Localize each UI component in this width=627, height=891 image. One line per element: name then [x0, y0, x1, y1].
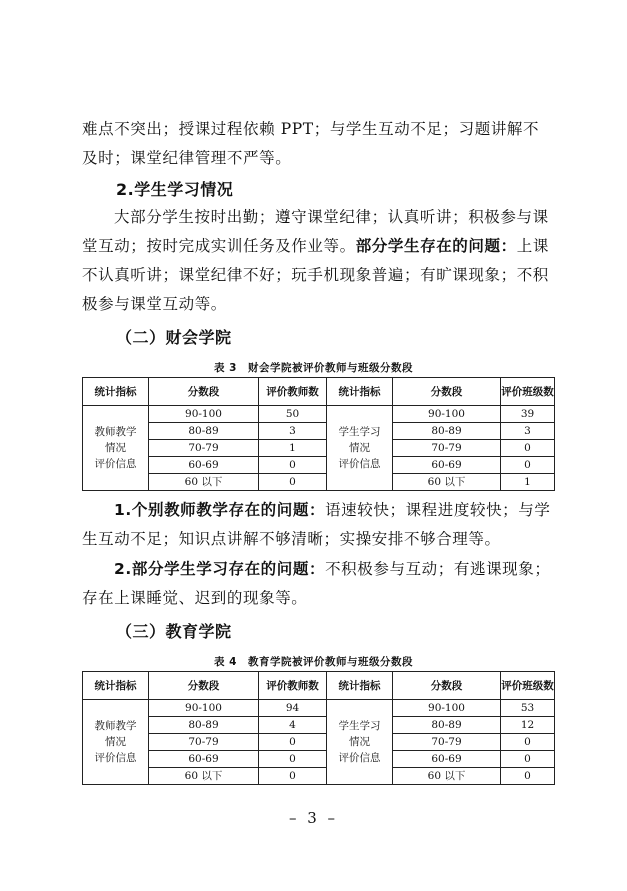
table-header-cell: 统计指标	[83, 672, 149, 700]
student-paragraph	[82, 203, 554, 319]
table-header-cell: 分数段	[149, 672, 259, 700]
teacher-count-cell: 4	[259, 717, 327, 734]
table-3-caption: 表 3 财会学院被评价教师与班级分数段	[214, 362, 413, 374]
table-header-cell: 统计指标	[83, 378, 149, 406]
student-normal-text: 大部分学生按时出勤；遵守课堂纪律；认真听讲；积极参与课堂互动；按时完成实训任务及作业等。	[82, 208, 549, 255]
table-header-cell: 评价教师数	[259, 672, 327, 700]
teacher-count-cell: 0	[259, 457, 327, 474]
table-row	[83, 474, 555, 491]
score-range-cell: 90-100	[149, 700, 259, 717]
student-issue-text: 上课不认真听讲；课堂纪律不好；玩手机现象普遍；有旷课现象；不积极参与课堂互动等。	[82, 237, 549, 313]
student-issue-label: 部分学生存在的问题：	[355, 237, 517, 255]
intro-paragraph	[82, 115, 554, 173]
table-header-cell: 分数段	[393, 672, 501, 700]
table-row	[83, 751, 555, 768]
student-indicator-label: 学生学习 情况 评价信息	[327, 406, 393, 491]
table-row	[83, 457, 555, 474]
teacher-count-cell: 0	[259, 734, 327, 751]
score-range-cell: 80-89	[149, 423, 259, 440]
section-2-heading: （二）财会学院	[116, 328, 232, 347]
table-row	[83, 406, 555, 423]
class-count-cell: 12	[501, 717, 555, 734]
score-range-cell: 80-89	[393, 717, 501, 734]
intro-line-1: 难点不突出；授课过程依赖 PPT；与学生互动不足；习题讲解不	[82, 120, 540, 138]
score-range-cell: 60 以下	[393, 768, 501, 785]
teacher-count-cell: 0	[259, 751, 327, 768]
class-count-cell: 0	[501, 440, 555, 457]
class-count-cell: 0	[501, 768, 555, 785]
score-range-cell: 90-100	[393, 700, 501, 717]
class-count-cell: 39	[501, 406, 555, 423]
student-section-heading: 2.学生学习情况	[116, 180, 234, 199]
table-4-caption: 表 4 教育学院被评价教师与班级分数段	[214, 656, 413, 668]
score-range-cell: 70-79	[393, 440, 501, 457]
score-range-cell: 60-69	[393, 457, 501, 474]
page-number: – 3 –	[288, 809, 339, 827]
table-3-header-row	[83, 378, 555, 406]
score-range-cell: 80-89	[149, 717, 259, 734]
teacher-issue-text: 语速较快；课程进度较快；与学生互动不足；知识点讲解不够清晰；实操安排不够合理等。	[82, 501, 551, 548]
student-issue-text: 不积极参与互动；有逃课现象；存在上课睡觉、迟到的现象等。	[82, 560, 551, 607]
table-header-cell: 分数段	[149, 378, 259, 406]
class-count-cell: 0	[501, 751, 555, 768]
table-header-cell: 统计指标	[327, 378, 393, 406]
class-count-cell: 0	[501, 457, 555, 474]
score-range-cell: 60 以下	[149, 768, 259, 785]
table-4-header-row	[83, 672, 555, 700]
class-count-cell: 3	[501, 423, 555, 440]
intro-line-2: 及时；课堂纪律管理不严等。	[82, 149, 292, 167]
section-2-issue-2	[82, 555, 554, 613]
score-range-cell: 90-100	[393, 406, 501, 423]
score-range-cell: 60 以下	[393, 474, 501, 491]
teacher-indicator-label: 教师教学 情况 评价信息	[83, 700, 149, 785]
table-3	[82, 377, 555, 491]
table-row	[83, 734, 555, 751]
table-header-cell: 评价教师数	[259, 378, 327, 406]
score-range-cell: 70-79	[393, 734, 501, 751]
score-range-cell: 90-100	[149, 406, 259, 423]
table-row	[83, 440, 555, 457]
table-row	[83, 717, 555, 734]
score-range-cell: 70-79	[149, 734, 259, 751]
table-header-cell: 统计指标	[327, 672, 393, 700]
table-row	[83, 768, 555, 785]
class-count-cell: 0	[501, 734, 555, 751]
teacher-indicator-label: 教师教学 情况 评价信息	[83, 406, 149, 491]
score-range-cell: 60-69	[393, 751, 501, 768]
student-issue-label: 2.部分学生学习存在的问题：	[114, 560, 326, 578]
teacher-count-cell: 94	[259, 700, 327, 717]
table-header-cell: 评价班级数	[501, 672, 555, 700]
score-range-cell: 60-69	[149, 751, 259, 768]
teacher-count-cell: 0	[259, 768, 327, 785]
score-range-cell: 70-79	[149, 440, 259, 457]
class-count-cell: 53	[501, 700, 555, 717]
score-range-cell: 60 以下	[149, 474, 259, 491]
table-row	[83, 700, 555, 717]
score-range-cell: 80-89	[393, 423, 501, 440]
student-indicator-label: 学生学习 情况 评价信息	[327, 700, 393, 785]
table-4	[82, 671, 555, 785]
score-range-cell: 60-69	[149, 457, 259, 474]
table-header-cell: 评价班级数	[501, 378, 555, 406]
teacher-issue-label: 1.个别教师教学存在的问题：	[114, 501, 326, 519]
section-2-issue-1	[82, 496, 554, 554]
table-header-cell: 分数段	[393, 378, 501, 406]
teacher-count-cell: 50	[259, 406, 327, 423]
section-3-heading: （三）教育学院	[116, 622, 232, 641]
teacher-count-cell: 3	[259, 423, 327, 440]
table-row	[83, 423, 555, 440]
teacher-count-cell: 0	[259, 474, 327, 491]
class-count-cell: 1	[501, 474, 555, 491]
teacher-count-cell: 1	[259, 440, 327, 457]
